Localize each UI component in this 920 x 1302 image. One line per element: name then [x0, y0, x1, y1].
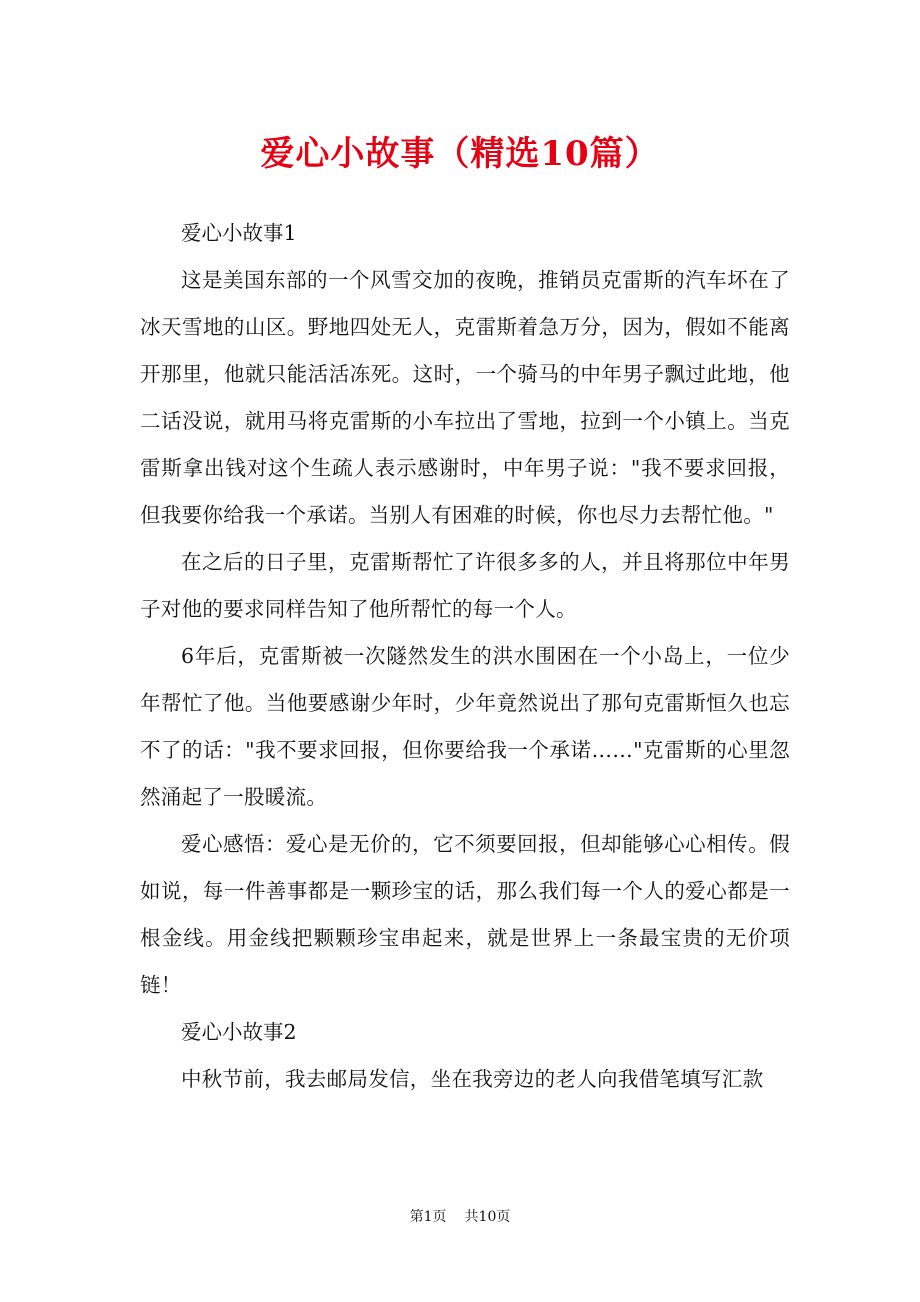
document-title: 爱心小故事（精选10篇） — [260, 134, 660, 174]
paragraph: 爱心感悟：爱心是无价的，它不须要回报，但却能够心心相传。假如说，每一件善事都是一颗珍宝的话，那么我们每一个人的爱心都是一根金线。用金线把颗颗珍宝串起来，就是世界上一条最宝贵的无价项链！ — [140, 832, 790, 997]
page-number: 第1页 — [409, 1209, 447, 1225]
paragraph: 6年后，克雷斯被一次隧然发生的洪水围困在一个小岛上，一位少年帮忙了他。当他要感谢少年时，少年竟然说出了那句克雷斯恒久也忘不了的话："我不要求回报，但你要给我一个承诺……"克雷斯的心里忽然涌起了一股暖流。 — [140, 644, 790, 809]
paragraph: 在之后的日子里，克雷斯帮忙了许很多多的人，并且将那位中年男子对他的要求同样告知了他所帮忙的每一个人。 — [140, 550, 790, 621]
document-body — [140, 210, 790, 1103]
page-footer — [0, 1206, 920, 1226]
section-heading: 爱心小故事1 — [181, 221, 297, 245]
section-heading: 爱心小故事2 — [181, 1020, 297, 1044]
paragraph: 中秋节前，我去邮局发信，坐在我旁边的老人向我借笔填写汇款 — [181, 1067, 764, 1091]
page-total: 共10页 — [464, 1209, 511, 1225]
paragraph: 这是美国东部的一个风雪交加的夜晚，推销员克雷斯的汽车坏在了冰天雪地的山区。野地四处无人，克雷斯着急万分，因为，假如不能离开那里，他就只能活活冻死。这时，一个骑马的中年男子飘过此地，他二话没说，就用马将克雷斯的小车拉出了雪地，拉到一个小镇上。当克雷斯拿出钱对这个生疏人表示感谢时，中年男子说："我不要求回报，但我要你给我一个承诺。当别人有困难的时候，你也尽力去帮忙他。" — [140, 268, 790, 527]
